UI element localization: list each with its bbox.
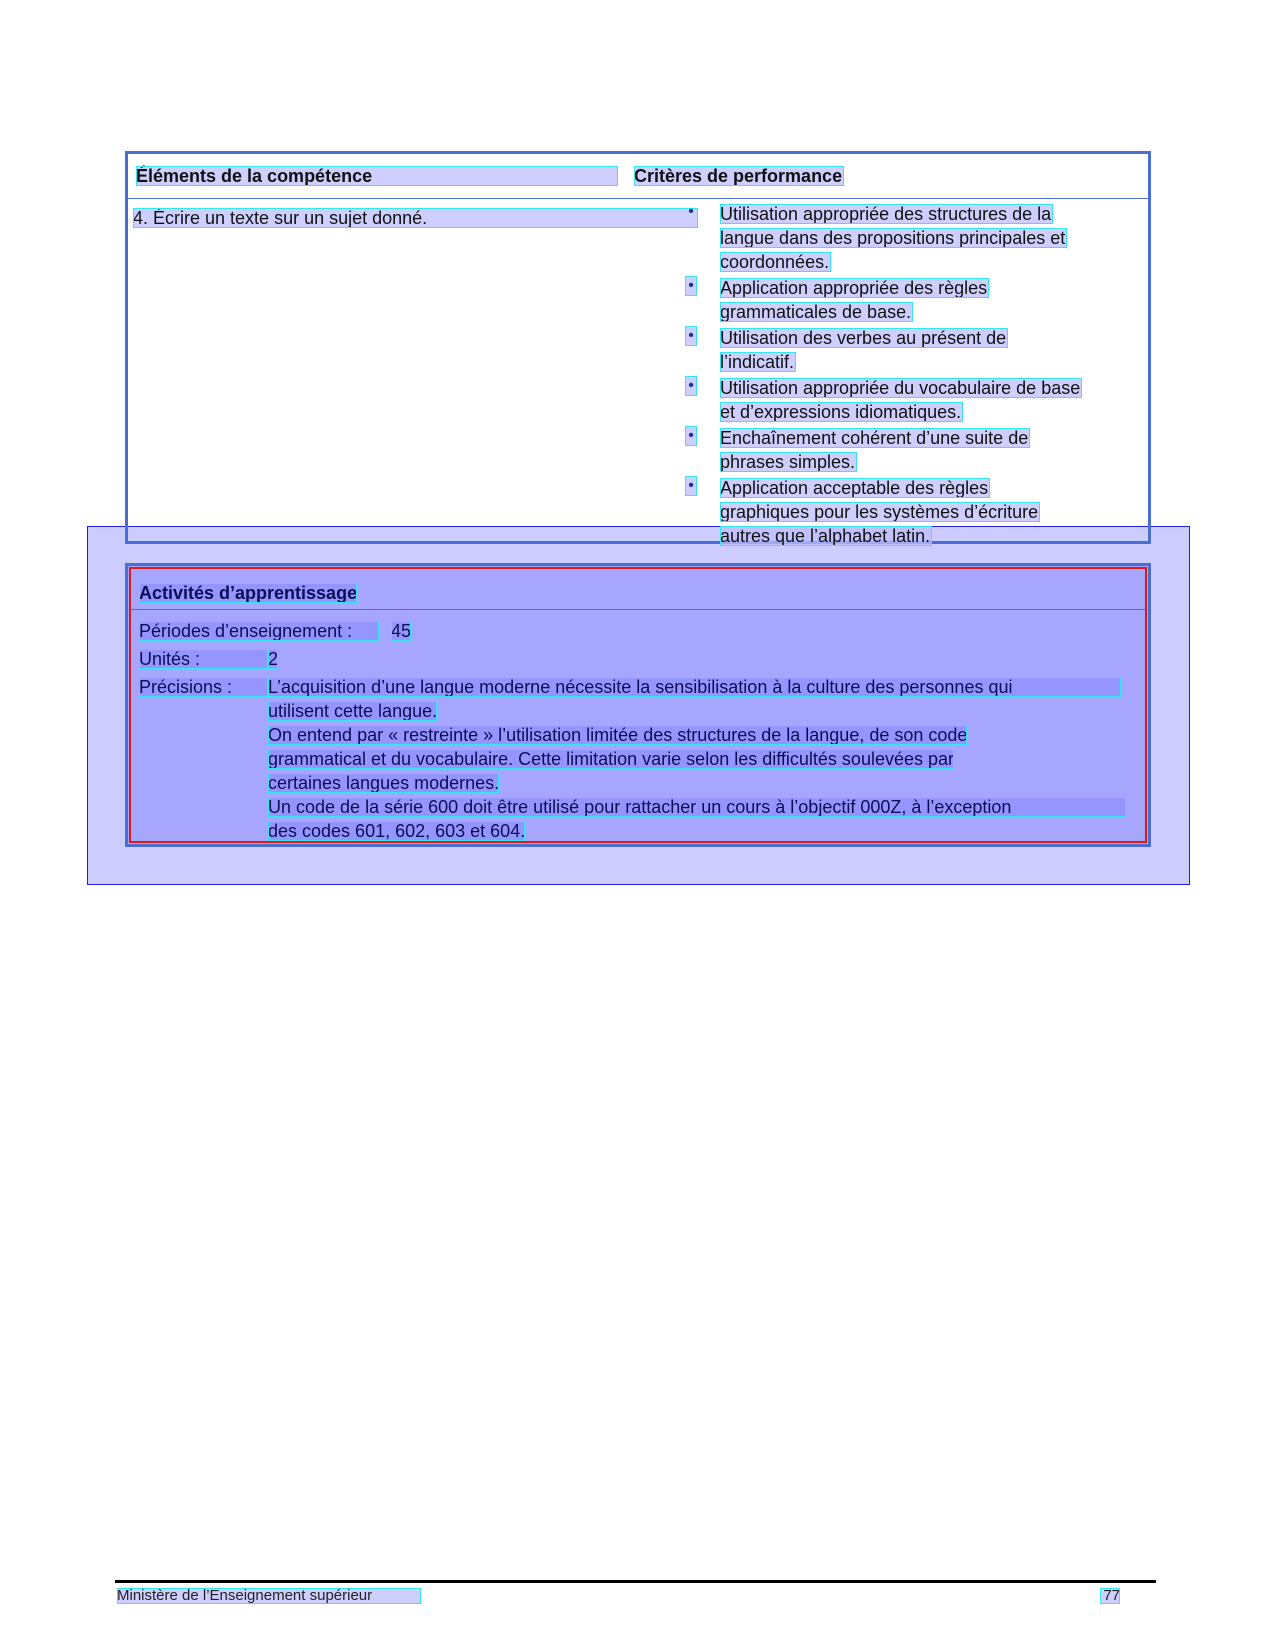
criterion-line: Enchaînement cohérent d’une suite de — [720, 428, 1029, 448]
precision-line: L’acquisition d’une langue moderne nécessite la sensibilisation à la culture des personnes qui — [268, 677, 1121, 697]
footer-page-number: 77 — [1100, 1588, 1120, 1604]
criterion-line: autres que l’alphabet latin. — [720, 526, 931, 546]
precision-line: Un code de la série 600 doit être utilisé pour rattacher un cours à l’objectif 000Z, à l’exception — [268, 797, 1126, 817]
units-value: 2 — [268, 649, 279, 669]
precision-line: des codes 601, 602, 603 et 604. — [268, 821, 526, 841]
units-label: Unités : — [139, 649, 268, 669]
activities-box-inner — [129, 567, 1147, 843]
precision-line: utilisent cette langue. — [268, 701, 438, 721]
criterion-line: l’indicatif. — [720, 352, 795, 372]
criterion-line: et d’expressions idiomatiques. — [720, 402, 962, 422]
activities-title: Activités d’apprentissage — [139, 583, 358, 603]
criterion-item — [685, 376, 1145, 424]
criterion-item — [685, 476, 1145, 548]
bullet-icon: • — [685, 326, 697, 346]
header-criteria: Critères de performance — [634, 166, 843, 186]
bullet-icon: • — [685, 476, 697, 496]
criterion-line: Application acceptable des règles — [720, 478, 989, 498]
criterion-line: Utilisation des verbes au présent de — [720, 328, 1007, 348]
criterion-item — [685, 202, 1145, 274]
periods-label: Périodes d’enseignement : — [139, 621, 379, 641]
competence-table — [125, 151, 1151, 544]
activities-header — [131, 569, 1145, 610]
precision-line: certaines langues modernes. — [268, 773, 500, 793]
precisions-label: Précisions : — [139, 677, 268, 697]
criterion-item — [685, 426, 1145, 474]
criterion-line: coordonnées. — [720, 252, 830, 272]
precision-line: grammatical et du vocabulaire. Cette limitation varie selon les difficultés soulevées par — [268, 749, 955, 769]
criterion-line: langue dans des propositions principales et — [720, 228, 1066, 248]
periods-value: 45 — [391, 621, 412, 641]
criterion-line: Utilisation appropriée du vocabulaire de base — [720, 378, 1081, 398]
criterion-line: Application appropriée des règles — [720, 278, 988, 298]
bullet-icon: • — [685, 426, 697, 446]
bullet-icon: • — [688, 203, 694, 220]
competence-element: 4. Écrire un texte sur un sujet donné. — [133, 208, 698, 228]
criteria-list — [685, 202, 1145, 550]
table-header-row — [128, 154, 1148, 199]
precision-line: On entend par « restreinte » l’utilisation limitée des structures de la langue, de son code — [268, 725, 968, 745]
criterion-item — [685, 276, 1145, 324]
criterion-line: grammaticales de base. — [720, 302, 912, 322]
footer-rule — [115, 1580, 1156, 1583]
header-elements: Éléments de la compétence — [136, 166, 618, 186]
criterion-item — [685, 326, 1145, 374]
footer-ministry: Ministère de l’Enseignement supérieur — [117, 1588, 421, 1604]
bullet-icon: • — [685, 376, 697, 396]
criterion-line: graphiques pour les systèmes d’écriture — [720, 502, 1039, 522]
criterion-line: Utilisation appropriée des structures de la — [720, 204, 1052, 224]
bullet-icon: • — [685, 276, 697, 296]
activities-box — [125, 563, 1151, 847]
criterion-line: phrases simples. — [720, 452, 856, 472]
